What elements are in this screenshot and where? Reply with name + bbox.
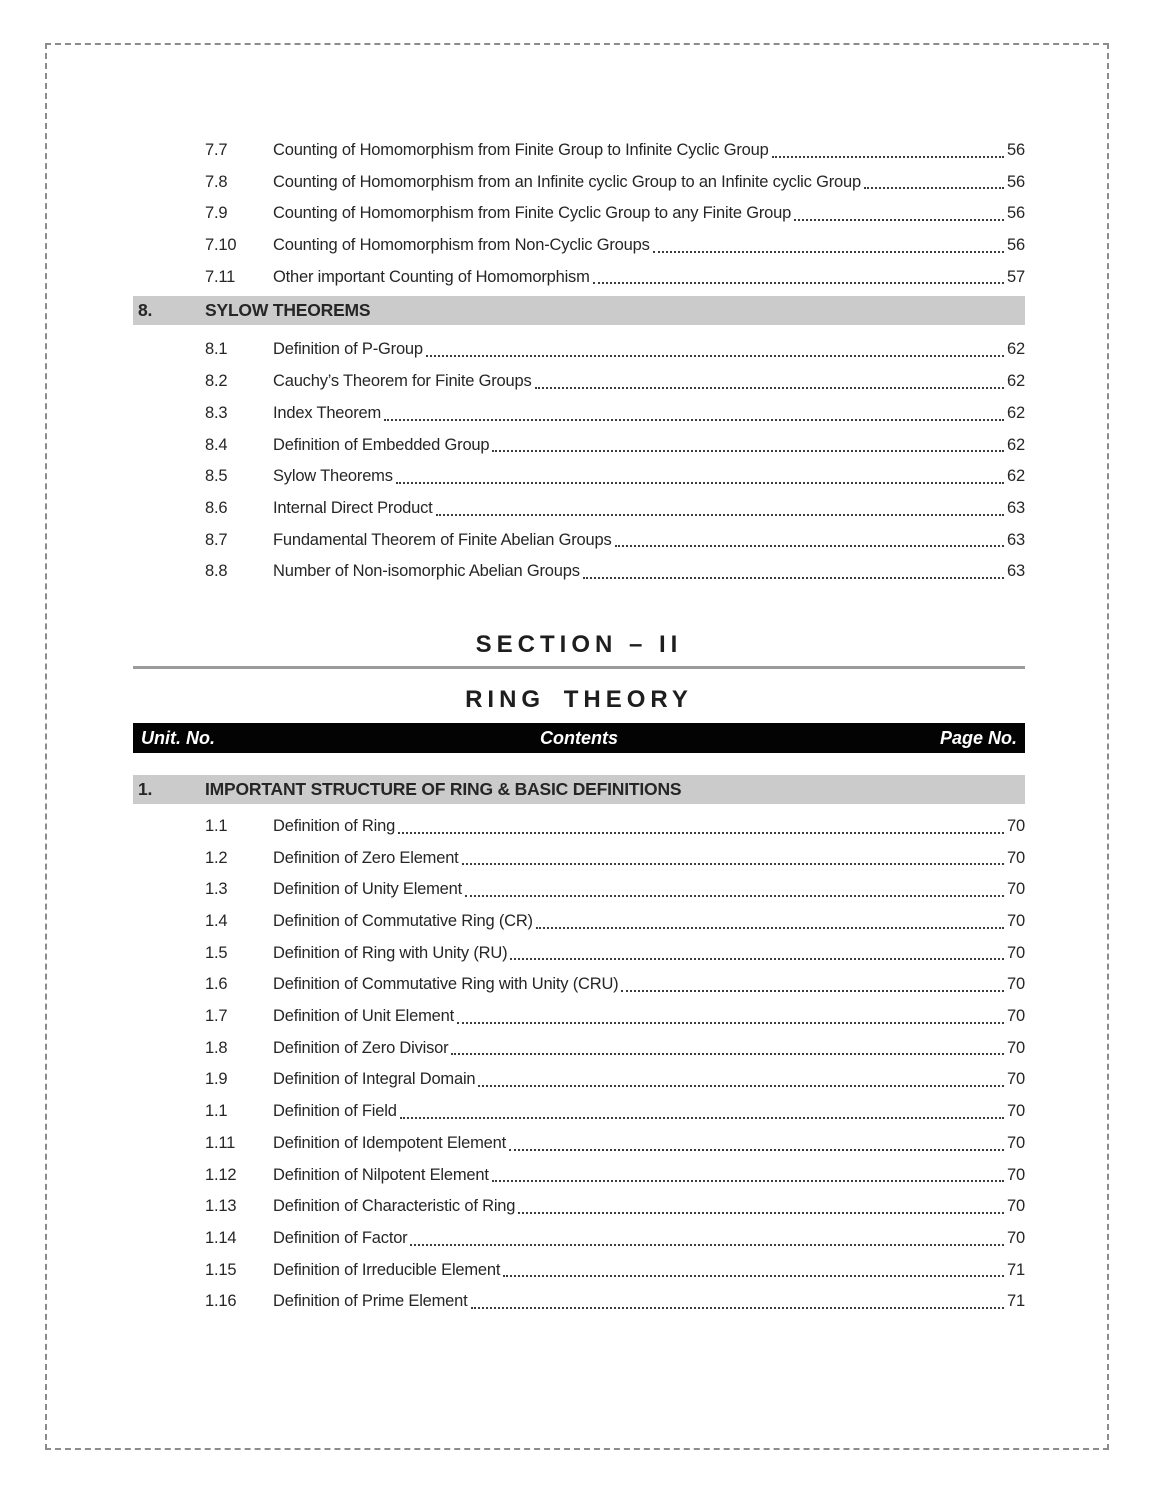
- entry-page-number: 56: [1007, 141, 1025, 159]
- dot-leader: [465, 895, 1004, 897]
- entry-page-number: 70: [1007, 816, 1025, 835]
- entry-number: 1.4: [205, 912, 228, 930]
- entry-page-number: 70: [1007, 1133, 1025, 1152]
- toc-entry: [133, 135, 1025, 167]
- dot-leader: [462, 863, 1004, 865]
- entry-page-number: 70: [1007, 1102, 1025, 1121]
- entry-number: 1.8: [205, 1038, 228, 1057]
- entry-number: 1.9: [205, 1070, 228, 1089]
- entry-number: 8.3: [205, 403, 228, 422]
- entry-page-number: 62: [1007, 467, 1025, 486]
- dot-leader: [615, 545, 1005, 547]
- entry-page-number: 63: [1007, 530, 1025, 549]
- toc-entry: [133, 1064, 1025, 1096]
- unit-1-header-bar: [133, 775, 1025, 804]
- dot-leader: [426, 355, 1004, 357]
- toc-entry: [133, 1223, 1025, 1255]
- toc-entry: [133, 1001, 1025, 1033]
- toc-entry: [133, 493, 1025, 525]
- contents-table-header: [133, 723, 1025, 753]
- entry-number: 1.13: [205, 1197, 237, 1216]
- dot-leader: [398, 832, 1004, 834]
- toc-entry: [133, 938, 1025, 970]
- dot-leader: [478, 1085, 1004, 1087]
- entry-title: Definition of Ring: [273, 816, 396, 835]
- entry-page-number: 62: [1007, 372, 1025, 391]
- entry-number: 8.7: [205, 530, 228, 549]
- toc-entry: [133, 262, 1025, 294]
- dot-leader: [772, 156, 1005, 158]
- dot-leader: [518, 1212, 1004, 1214]
- entry-page-number: 70: [1007, 1007, 1025, 1026]
- entry-page-number: 70: [1007, 975, 1025, 994]
- unit-8-entries: [133, 334, 1025, 588]
- dot-leader: [794, 219, 1004, 221]
- unit-number: 8.: [138, 300, 153, 321]
- dot-leader: [457, 1022, 1004, 1024]
- page-no-column-label: Page No.: [939, 727, 1017, 748]
- contents-column-label: Contents: [540, 727, 618, 748]
- entry-number: 8.6: [205, 498, 228, 517]
- dot-leader: [451, 1053, 1004, 1055]
- entry-title: Internal Direct Product: [273, 498, 433, 517]
- entry-title: Index Theorem: [273, 403, 382, 422]
- entry-title: Definition of Prime Element: [273, 1292, 468, 1311]
- entry-number: 7.11: [205, 267, 236, 286]
- entry-title: Definition of Unity Element: [273, 880, 463, 899]
- entry-page-number: 70: [1007, 1165, 1025, 1184]
- entry-number: 1.1: [205, 816, 228, 835]
- toc-entry: [133, 1286, 1025, 1318]
- entry-number: 7.10: [205, 236, 237, 255]
- toc-entry: [133, 430, 1025, 462]
- dot-leader: [621, 990, 1004, 992]
- entry-title: Counting of Homomorphism from an Infinite cyclic Group to an Infinite cyclic Group: [273, 172, 861, 191]
- entry-title: Definition of Commutative Ring with Unity (CRU): [273, 975, 619, 994]
- unit-8-header-bar: [133, 296, 1025, 325]
- entry-title: Other important Counting of Homomorphism: [273, 267, 590, 286]
- entry-page-number: 62: [1007, 403, 1025, 422]
- dot-leader: [410, 1244, 1004, 1246]
- entry-title: Fundamental Theorem of Finite Abelian Groups: [273, 530, 612, 549]
- entry-page-number: 71: [1007, 1260, 1025, 1279]
- toc-entry: [133, 556, 1025, 588]
- entry-title: Cauchy’s Theorem for Finite Groups: [273, 372, 532, 391]
- toc-entry: [133, 198, 1025, 230]
- dot-leader: [593, 282, 1004, 284]
- entry-number: 1.5: [205, 943, 228, 962]
- entry-title: Definition of Commutative Ring (CR): [273, 912, 533, 930]
- unit-1-entries: [133, 811, 1025, 1318]
- entry-page-number: 70: [1007, 912, 1025, 930]
- entry-number: 8.2: [205, 372, 228, 391]
- toc-entry: [133, 906, 1025, 938]
- entry-number: 8.1: [205, 340, 228, 359]
- entry-title: Definition of Idempotent Element: [273, 1133, 506, 1152]
- toc-entry: [133, 525, 1025, 557]
- unit-7-entries: [133, 135, 1025, 293]
- entry-title: Definition of Irreducible Element: [273, 1260, 501, 1279]
- toc-entry: [133, 1096, 1025, 1128]
- dot-leader: [492, 450, 1004, 452]
- unit-number: 1.: [138, 778, 153, 799]
- entry-title: Definition of Zero Divisor: [273, 1038, 449, 1057]
- entry-number: 1.12: [205, 1165, 237, 1184]
- toc-entry: [133, 1255, 1025, 1287]
- entry-number: 8.5: [205, 467, 228, 486]
- entry-page-number: 62: [1007, 435, 1025, 454]
- dot-leader: [536, 927, 1004, 929]
- entry-page-number: 70: [1007, 1038, 1025, 1057]
- unit-title: IMPORTANT STRUCTURE OF RING & BASIC DEFINITIONS: [205, 778, 682, 799]
- entry-title: Number of Non-isomorphic Abelian Groups: [273, 562, 580, 581]
- entry-title: Sylow Theorems: [273, 467, 393, 486]
- entry-number: 1.15: [205, 1260, 237, 1279]
- entry-page-number: 56: [1007, 204, 1025, 223]
- entry-title: Definition of Nilpotent Element: [273, 1165, 489, 1184]
- dot-leader: [503, 1275, 1004, 1277]
- entry-page-number: 63: [1007, 562, 1025, 581]
- entry-title: Definition of Factor: [273, 1228, 408, 1247]
- toc-entry: [133, 366, 1025, 398]
- entry-number: 1.1: [205, 1102, 228, 1121]
- entry-title: Definition of Zero Element: [273, 848, 459, 867]
- entry-title: Counting of Homomorphism from Finite Cyclic Group to any Finite Group: [273, 204, 792, 223]
- entry-title: Definition of Integral Domain: [273, 1070, 476, 1089]
- toc-entry: [133, 874, 1025, 906]
- dot-leader: [535, 387, 1005, 389]
- entry-title: Definition of Embedded Group: [273, 435, 490, 454]
- entry-number: 1.16: [205, 1292, 237, 1311]
- entry-number: 1.6: [205, 975, 228, 994]
- entry-page-number: 71: [1007, 1292, 1025, 1311]
- entry-number: 1.11: [205, 1133, 236, 1152]
- entry-title: Definition of Field: [273, 1102, 397, 1121]
- toc-entry: [133, 969, 1025, 1001]
- toc-entry: [133, 811, 1025, 843]
- entry-page-number: 70: [1007, 848, 1025, 867]
- dot-leader: [436, 514, 1004, 516]
- toc-entry: [133, 1033, 1025, 1065]
- toc-entry: [133, 1160, 1025, 1192]
- entry-number: 7.8: [205, 172, 228, 191]
- entry-number: 8.4: [205, 435, 228, 454]
- dot-leader: [510, 958, 1004, 960]
- toc-entry: [133, 334, 1025, 366]
- entry-number: 1.2: [205, 848, 228, 867]
- entry-page-number: 70: [1007, 1228, 1025, 1247]
- entry-title: Definition of Ring with Unity (RU): [273, 943, 508, 962]
- entry-number: 7.9: [205, 204, 228, 223]
- entry-number: 1.7: [205, 1007, 228, 1026]
- entry-title: Definition of Characteristic of Ring: [273, 1197, 516, 1216]
- entry-title: Counting of Homomorphism from Non-Cyclic Groups: [273, 236, 650, 255]
- dot-leader: [400, 1117, 1004, 1119]
- entry-page-number: 70: [1007, 880, 1025, 899]
- horizontal-rule: [133, 666, 1025, 669]
- entry-page-number: 70: [1007, 1197, 1025, 1216]
- dot-leader: [653, 251, 1004, 253]
- unit-title: SYLOW THEOREMS: [205, 300, 371, 321]
- section-2-heading: SECTION – II: [475, 630, 683, 658]
- dot-leader: [583, 577, 1004, 579]
- dot-leader: [492, 1180, 1004, 1182]
- dot-leader: [509, 1149, 1004, 1151]
- entry-page-number: 70: [1007, 1070, 1025, 1089]
- entry-number: 1.3: [205, 880, 228, 899]
- entry-title: Definition of P-Group: [273, 340, 423, 359]
- dot-leader: [384, 419, 1004, 421]
- table-of-contents: [133, 135, 1025, 1318]
- unit-no-column-label: Unit. No.: [141, 727, 215, 748]
- dot-leader: [864, 187, 1004, 189]
- entry-number: 1.14: [205, 1228, 237, 1247]
- entry-page-number: 70: [1007, 943, 1025, 962]
- entry-page-number: 56: [1007, 236, 1025, 255]
- dot-leader: [396, 482, 1004, 484]
- toc-entry: [133, 230, 1025, 262]
- entry-title: Counting of Homomorphism from Finite Group to Infinite Cyclic Group: [273, 141, 769, 159]
- entry-page-number: 62: [1007, 340, 1025, 359]
- toc-entry: [133, 461, 1025, 493]
- entry-title: Definition of Unit Element: [273, 1007, 454, 1026]
- dot-leader: [471, 1307, 1005, 1309]
- toc-entry: [133, 167, 1025, 199]
- toc-entry: [133, 398, 1025, 430]
- ring-theory-heading: RING THEORY: [465, 685, 693, 713]
- entry-number: 8.8: [205, 562, 228, 581]
- entry-page-number: 56: [1007, 172, 1025, 191]
- toc-entry: [133, 843, 1025, 875]
- entry-page-number: 57: [1007, 267, 1025, 286]
- entry-page-number: 63: [1007, 498, 1025, 517]
- toc-entry: [133, 1128, 1025, 1160]
- toc-entry: [133, 1191, 1025, 1223]
- entry-number: 7.7: [205, 141, 228, 159]
